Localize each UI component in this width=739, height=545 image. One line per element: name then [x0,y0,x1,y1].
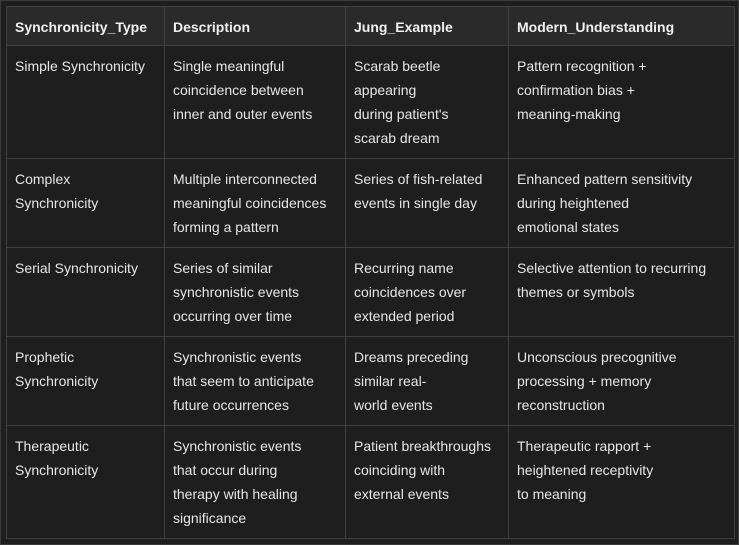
cell-modern-understanding: Selective attention to recurring themes or symbols [509,248,735,337]
cell-type: Complex Synchronicity [7,159,165,248]
table-row [7,248,735,337]
cell-jung-example: Series of fish-related events in single day [346,159,509,248]
cell-description: Synchronistic events that seem to anticipate future occurrences [165,337,346,426]
cell-description: Series of similar synchronistic events occurring over time [165,248,346,337]
cell-jung-example: Patient breakthroughs coinciding with external events [346,426,509,539]
cell-description: Multiple interconnected meaningful coincidences forming a pattern [165,159,346,248]
cell-jung-example: Dreams preceding similar real- world events [346,337,509,426]
cell-type: Serial Synchronicity [7,248,165,337]
column-header-type: Synchronicity_Type [7,7,165,46]
cell-description: Single meaningful coincidence between inner and outer events [165,46,346,159]
column-header-modern-understanding: Modern_Understanding [509,7,735,46]
cell-type: Therapeutic Synchronicity [7,426,165,539]
cell-type: Simple Synchronicity [7,46,165,159]
cell-modern-understanding: Pattern recognition + confirmation bias + meaning-making [509,46,735,159]
cell-jung-example: Scarab beetle appearing during patient's scarab dream [346,46,509,159]
cell-modern-understanding: Enhanced pattern sensitivity during heightened emotional states [509,159,735,248]
table-row [7,426,735,539]
table-header-row [7,7,735,46]
cell-modern-understanding: Therapeutic rapport + heightened receptivity to meaning [509,426,735,539]
table-row [7,46,735,159]
cell-jung-example: Recurring name coincidences over extended period [346,248,509,337]
cell-description: Synchronistic events that occur during therapy with healing significance [165,426,346,539]
column-header-description: Description [165,7,346,46]
column-header-jung-example: Jung_Example [346,7,509,46]
table-row [7,337,735,426]
synchronicity-table [6,6,735,539]
cell-modern-understanding: Unconscious precognitive processing + memory reconstruction [509,337,735,426]
table-row [7,159,735,248]
cell-type: Prophetic Synchronicity [7,337,165,426]
